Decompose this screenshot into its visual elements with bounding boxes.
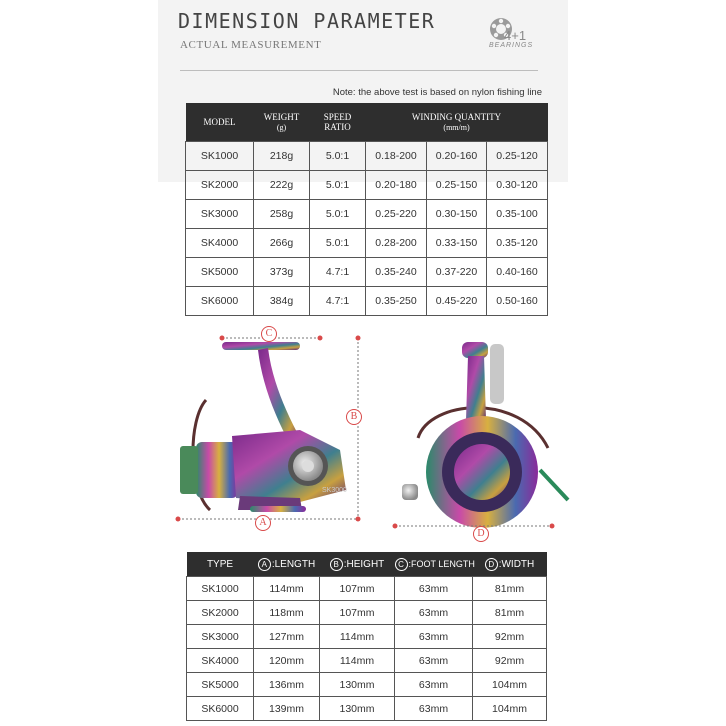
table-cell-width: 104mm [473, 673, 547, 697]
header-divider [180, 70, 538, 71]
table-cell-w3: 0.50-160 [487, 287, 548, 316]
reel-illustration [0, 320, 726, 550]
table-cell-w2: 0.37-220 [427, 258, 487, 287]
table-cell-length: 118mm [254, 601, 320, 625]
reel-dimension-diagram [0, 320, 726, 550]
dimension-table-header [187, 552, 547, 577]
table-row [187, 697, 547, 721]
table-cell-width: 92mm [473, 625, 547, 649]
table-cell-weight: 384g [254, 287, 310, 316]
table-cell-foot: 63mm [395, 649, 473, 673]
col-type: TYPE [187, 552, 254, 577]
reel-front-view [402, 342, 568, 528]
page-title: DIMENSION PARAMETER [178, 9, 436, 33]
table-cell-w3: 0.40-160 [487, 258, 548, 287]
table-cell-w3: 0.35-100 [487, 200, 548, 229]
table-row [187, 625, 547, 649]
table-cell-weight: 222g [254, 171, 310, 200]
table-cell-w1: 0.28-200 [366, 229, 427, 258]
table-cell-type: SK5000 [187, 673, 254, 697]
table-row [187, 601, 547, 625]
table-cell-type: SK1000 [187, 577, 254, 601]
table-cell-weight: 266g [254, 229, 310, 258]
col-height: B :HEIGHT [320, 552, 395, 577]
table-cell-height: 114mm [320, 625, 395, 649]
table-cell-w2: 0.30-150 [427, 200, 487, 229]
dimension-label-d: D [473, 526, 489, 542]
col-speed-ratio: SPEED RATIO [310, 103, 366, 142]
table-cell-model: SK3000 [186, 200, 254, 229]
table-cell-foot: 63mm [395, 577, 473, 601]
table-cell-ratio: 5.0:1 [310, 200, 366, 229]
test-note: Note: the above test is based on nylon fishing line [332, 87, 542, 98]
table-row [186, 142, 548, 171]
table-cell-model: SK2000 [186, 171, 254, 200]
table-cell-ratio: 4.7:1 [310, 287, 366, 316]
col-width: D :WIDTH [473, 552, 547, 577]
table-cell-model: SK5000 [186, 258, 254, 287]
table-cell-length: 136mm [254, 673, 320, 697]
table-cell-ratio: 5.0:1 [310, 229, 366, 258]
col-winding-quantity: WINDING QUANTITY (mm/m) [366, 103, 548, 142]
table-cell-w2: 0.20-160 [427, 142, 487, 171]
table-cell-length: 139mm [254, 697, 320, 721]
table-cell-ratio: 5.0:1 [310, 142, 366, 171]
table-cell-w1: 0.20-180 [366, 171, 427, 200]
table-cell-length: 114mm [254, 577, 320, 601]
table-cell-height: 130mm [320, 673, 395, 697]
table-cell-model: SK6000 [186, 287, 254, 316]
table-cell-type: SK3000 [187, 625, 254, 649]
table-cell-height: 107mm [320, 577, 395, 601]
table-cell-model: SK1000 [186, 142, 254, 171]
table-cell-w1: 0.18-200 [366, 142, 427, 171]
table-row [186, 287, 548, 316]
spec-table [185, 103, 548, 316]
table-cell-foot: 63mm [395, 601, 473, 625]
spec-table-header [186, 103, 548, 142]
table-cell-w1: 0.35-250 [366, 287, 427, 316]
table-cell-model: SK4000 [186, 229, 254, 258]
table-cell-w1: 0.25-220 [366, 200, 427, 229]
table-row [186, 258, 548, 287]
table-cell-type: SK2000 [187, 601, 254, 625]
table-cell-type: SK6000 [187, 697, 254, 721]
table-row [187, 673, 547, 697]
svg-text:SK3000: SK3000 [322, 487, 347, 494]
table-cell-w3: 0.25-120 [487, 142, 548, 171]
bearings-count: 4+1 [504, 28, 527, 43]
table-cell-foot: 63mm [395, 625, 473, 649]
col-model: MODEL [186, 103, 254, 142]
col-length: A :LENGTH [254, 552, 320, 577]
table-cell-weight: 218g [254, 142, 310, 171]
table-cell-w3: 0.35-120 [487, 229, 548, 258]
table-cell-weight: 373g [254, 258, 310, 287]
table-row [186, 171, 548, 200]
col-weight: WEIGHT (g) [254, 103, 310, 142]
table-row [187, 577, 547, 601]
table-cell-w1: 0.35-240 [366, 258, 427, 287]
table-cell-type: SK4000 [187, 649, 254, 673]
table-cell-width: 92mm [473, 649, 547, 673]
dimension-label-b: B [346, 409, 362, 425]
table-cell-height: 107mm [320, 601, 395, 625]
table-cell-w3: 0.30-120 [487, 171, 548, 200]
bearings-label: BEARINGS [489, 42, 534, 49]
table-cell-w2: 0.33-150 [427, 229, 487, 258]
table-cell-ratio: 4.7:1 [310, 258, 366, 287]
dimension-label-a: A [255, 515, 271, 531]
dimension-table [186, 552, 547, 721]
bearings-badge [488, 16, 540, 52]
table-row [186, 229, 548, 258]
table-cell-ratio: 5.0:1 [310, 171, 366, 200]
table-cell-w2: 0.25-150 [427, 171, 487, 200]
table-cell-length: 120mm [254, 649, 320, 673]
table-cell-height: 130mm [320, 697, 395, 721]
page-subtitle: ACTUAL MEASUREMENT [180, 39, 322, 51]
dimension-label-c: C [261, 326, 277, 342]
col-foot-length: C :FOOT LENGTH [395, 552, 473, 577]
table-cell-weight: 258g [254, 200, 310, 229]
table-cell-height: 114mm [320, 649, 395, 673]
reel-side-view [180, 342, 347, 512]
table-cell-foot: 63mm [395, 673, 473, 697]
table-cell-width: 81mm [473, 601, 547, 625]
table-cell-length: 127mm [254, 625, 320, 649]
table-row [187, 649, 547, 673]
table-cell-w2: 0.45-220 [427, 287, 487, 316]
table-cell-width: 104mm [473, 697, 547, 721]
table-row [186, 200, 548, 229]
table-cell-width: 81mm [473, 577, 547, 601]
table-cell-foot: 63mm [395, 697, 473, 721]
